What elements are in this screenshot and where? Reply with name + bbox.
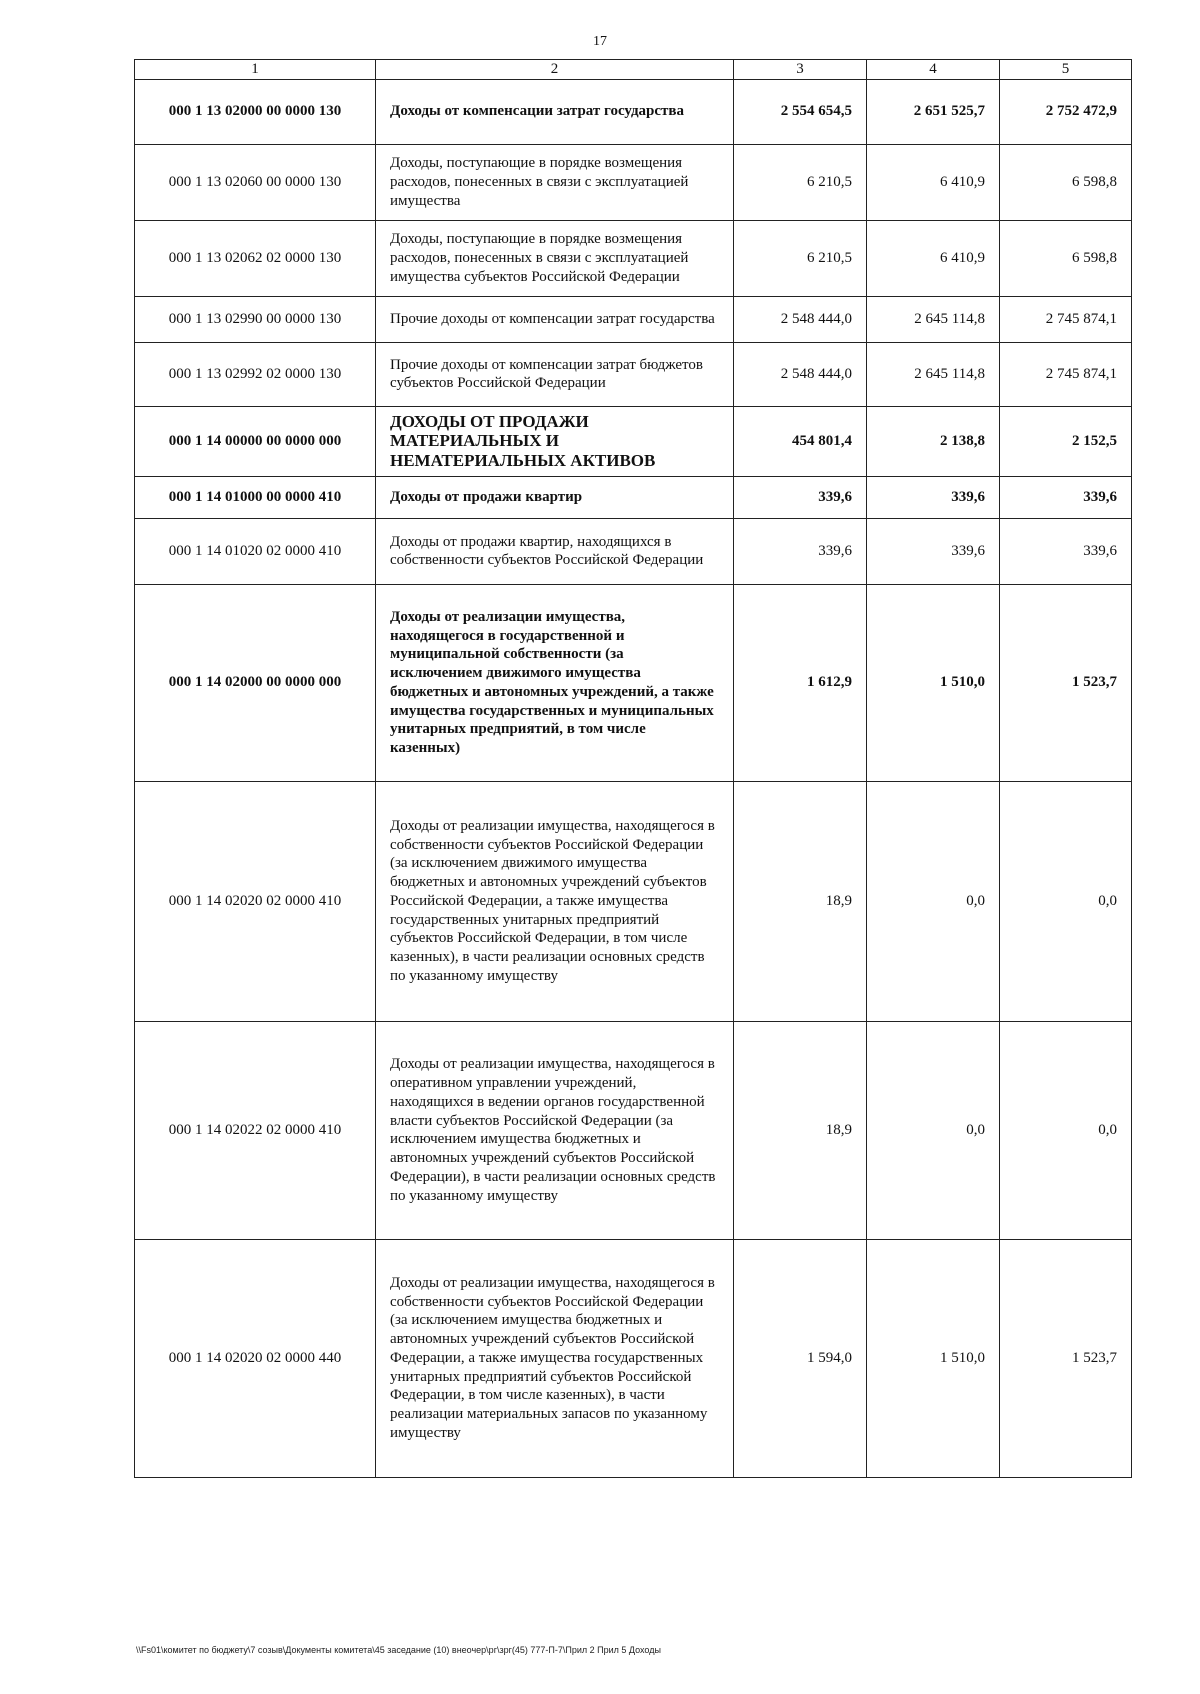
code-cell: 000 1 14 02022 02 0000 410 xyxy=(135,1021,376,1239)
column-header-5: 5 xyxy=(1000,60,1132,80)
table-header-row xyxy=(135,60,1132,80)
value-2025-cell: 2 645 114,8 xyxy=(867,342,1000,406)
code-cell: 000 1 13 02990 00 0000 130 xyxy=(135,296,376,342)
value-2025-cell: 339,6 xyxy=(867,518,1000,584)
table-row xyxy=(135,79,1132,144)
value-2026-cell: 6 598,8 xyxy=(1000,220,1132,296)
value-2024-cell: 339,6 xyxy=(734,476,867,518)
code-cell: 000 1 13 02062 02 0000 130 xyxy=(135,220,376,296)
value-2025-cell: 2 651 525,7 xyxy=(867,79,1000,144)
value-2026-cell: 1 523,7 xyxy=(1000,1239,1132,1477)
code-cell: 000 1 14 01020 02 0000 410 xyxy=(135,518,376,584)
value-2026-cell: 1 523,7 xyxy=(1000,584,1132,781)
value-2024-cell: 454 801,4 xyxy=(734,406,867,476)
value-2025-cell: 1 510,0 xyxy=(867,1239,1000,1477)
column-header-3: 3 xyxy=(734,60,867,80)
value-2026-cell: 0,0 xyxy=(1000,781,1132,1021)
value-2025-cell: 0,0 xyxy=(867,1021,1000,1239)
name-cell: Доходы от реализации имущества, находящегося в оперативном управлении учреждений, находящихся в ведении органов государственной власти субъектов Российской Федерации (за исключением имущества бюджетных и автономных учреждений субъектов Российской Федерации), в части реализации основных средств по указанному имуществу xyxy=(376,1021,734,1239)
table-row xyxy=(135,144,1132,220)
code-cell: 000 1 13 02060 00 0000 130 xyxy=(135,144,376,220)
name-cell: Доходы, поступающие в порядке возмещения расходов, понесенных в связи с эксплуатацией имущества субъектов Российской Федерации xyxy=(376,220,734,296)
code-cell: 000 1 14 00000 00 0000 000 xyxy=(135,406,376,476)
code-cell: 000 1 14 02000 00 0000 000 xyxy=(135,584,376,781)
value-2024-cell: 18,9 xyxy=(734,781,867,1021)
name-cell: Доходы от продажи квартир, находящихся в собственности субъектов Российской Федерации xyxy=(376,518,734,584)
file-path-footer: \\Fs01\комитет по бюджету\7 созыв\Документы комитета\45 заседание (10) внеочер\рг\зрг(45) 777-П-7\Прил 2 Прил 5 Доходы xyxy=(136,1645,661,1655)
page-number: 17 xyxy=(593,34,607,49)
name-cell: Прочие доходы от компенсации затрат бюджетов субъектов Российской Федерации xyxy=(376,342,734,406)
revenue-table xyxy=(134,59,1132,1478)
code-cell: 000 1 14 02020 02 0000 410 xyxy=(135,781,376,1021)
value-2024-cell: 18,9 xyxy=(734,1021,867,1239)
value-2025-cell: 6 410,9 xyxy=(867,144,1000,220)
value-2024-cell: 339,6 xyxy=(734,518,867,584)
value-2026-cell: 2 745 874,1 xyxy=(1000,342,1132,406)
value-2024-cell: 2 548 444,0 xyxy=(734,296,867,342)
code-cell: 000 1 14 02020 02 0000 440 xyxy=(135,1239,376,1477)
table-row xyxy=(135,584,1132,781)
value-2025-cell: 339,6 xyxy=(867,476,1000,518)
value-2025-cell: 6 410,9 xyxy=(867,220,1000,296)
column-header-2: 2 xyxy=(376,60,734,80)
value-2025-cell: 2 138,8 xyxy=(867,406,1000,476)
code-cell: 000 1 13 02000 00 0000 130 xyxy=(135,79,376,144)
value-2026-cell: 0,0 xyxy=(1000,1021,1132,1239)
table-row xyxy=(135,1021,1132,1239)
table-body xyxy=(135,79,1132,1477)
code-cell: 000 1 13 02992 02 0000 130 xyxy=(135,342,376,406)
code-cell: 000 1 14 01000 00 0000 410 xyxy=(135,476,376,518)
value-2025-cell: 1 510,0 xyxy=(867,584,1000,781)
name-cell: Доходы, поступающие в порядке возмещения расходов, понесенных в связи с эксплуатацией имущества xyxy=(376,144,734,220)
table-row xyxy=(135,406,1132,476)
column-header-4: 4 xyxy=(867,60,1000,80)
name-cell: ДОХОДЫ ОТ ПРОДАЖИ МАТЕРИАЛЬНЫХ И НЕМАТЕРИАЛЬНЫХ АКТИВОВ xyxy=(376,406,734,476)
value-2026-cell: 2 152,5 xyxy=(1000,406,1132,476)
name-cell: Доходы от реализации имущества, находящегося в собственности субъектов Российской Федерации (за исключением имущества бюджетных и автономных учреждений субъектов Российской Федерации, а также имущества государственных унитарных предприятий субъектов Российской Федерации, в том числе казенных), в части реализации материальных запасов по указанному имуществу xyxy=(376,1239,734,1477)
value-2025-cell: 2 645 114,8 xyxy=(867,296,1000,342)
value-2026-cell: 339,6 xyxy=(1000,476,1132,518)
value-2026-cell: 339,6 xyxy=(1000,518,1132,584)
value-2024-cell: 1 612,9 xyxy=(734,584,867,781)
value-2024-cell: 2 554 654,5 xyxy=(734,79,867,144)
column-header-1: 1 xyxy=(135,60,376,80)
value-2026-cell: 6 598,8 xyxy=(1000,144,1132,220)
name-cell: Доходы от реализации имущества, находящегося в государственной и муниципальной собственности (за исключением движимого имущества бюджетных и автономных учреждений, а также имущества государственных и муниципальных унитарных предприятий, в том числе казенных) xyxy=(376,584,734,781)
table-row xyxy=(135,781,1132,1021)
value-2024-cell: 2 548 444,0 xyxy=(734,342,867,406)
value-2026-cell: 2 752 472,9 xyxy=(1000,79,1132,144)
value-2024-cell: 1 594,0 xyxy=(734,1239,867,1477)
table-row xyxy=(135,296,1132,342)
name-cell: Доходы от продажи квартир xyxy=(376,476,734,518)
table-row xyxy=(135,220,1132,296)
value-2024-cell: 6 210,5 xyxy=(734,144,867,220)
value-2026-cell: 2 745 874,1 xyxy=(1000,296,1132,342)
table-row xyxy=(135,476,1132,518)
name-cell: Прочие доходы от компенсации затрат государства xyxy=(376,296,734,342)
name-cell: Доходы от компенсации затрат государства xyxy=(376,79,734,144)
value-2024-cell: 6 210,5 xyxy=(734,220,867,296)
table-row xyxy=(135,1239,1132,1477)
table-row xyxy=(135,342,1132,406)
value-2025-cell: 0,0 xyxy=(867,781,1000,1021)
name-cell: Доходы от реализации имущества, находящегося в собственности субъектов Российской Федерации (за исключением движимого имущества бюджетных и автономных учреждений субъектов Российской Федерации, а также имущества государственных унитарных предприятий субъектов Российской Федерации, в том числе казенных), в части реализации основных средств по указанному имуществу xyxy=(376,781,734,1021)
table-row xyxy=(135,518,1132,584)
